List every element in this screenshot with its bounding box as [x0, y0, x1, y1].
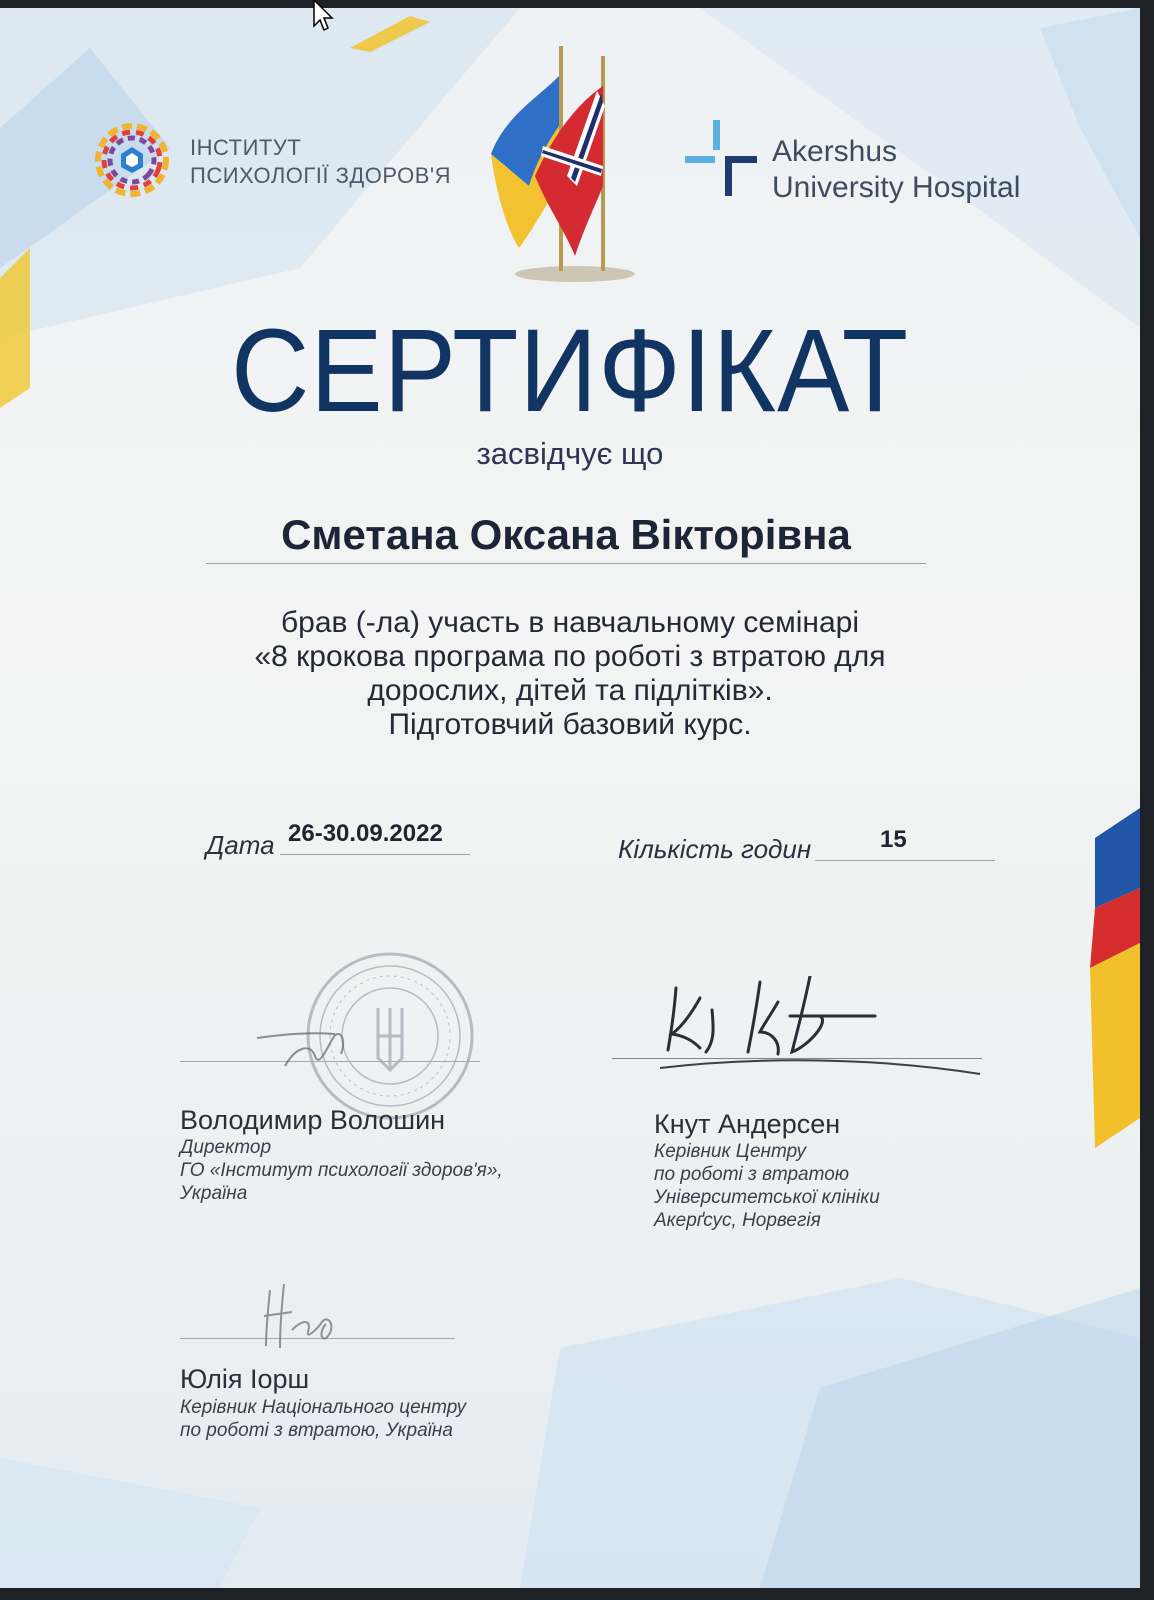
signatory-role-line: Керівник Національного центру [180, 1397, 467, 1418]
signature-iorsh-icon [262, 1270, 362, 1360]
akershus-logo-icon [685, 120, 757, 204]
certificate-title: СЕРТИФІКАТ [230, 305, 910, 437]
signatory-role-line: ГО «Інститут психології здоров'я», [180, 1160, 503, 1181]
signatory-name: Кнут Андерсен [654, 1109, 841, 1139]
mouse-cursor-icon [312, 0, 336, 32]
course-line: Підготовчий базовий курс. [388, 708, 752, 741]
institute-name-line1: ІНСТИТУТ [190, 135, 302, 160]
signature-voloshyn-icon [255, 1008, 375, 1078]
institute-name-line2: ПСИХОЛОГІЇ ЗДОРОВ'Я [190, 163, 451, 188]
date-underline [280, 854, 470, 855]
ukraine-norway-flags-icon [485, 36, 655, 286]
institute-logo-icon [92, 120, 172, 200]
signatory-role-line: Керівник Центру [654, 1141, 807, 1162]
date-label: Дата [206, 830, 275, 860]
signatory-role [180, 1396, 466, 1442]
signatory-role [654, 1140, 880, 1232]
hours-value: 15 [880, 826, 907, 853]
signatory-name: Володимир Волошин [180, 1105, 446, 1135]
course-line: «8 крокова програма по роботі з втратою для [254, 640, 886, 673]
signatory-role-line: по роботі з втратою, Україна [180, 1420, 453, 1441]
course-line: брав (-ла) участь в навчальному семінарі [280, 606, 860, 639]
signatory-role-line: Університетської клініки [654, 1187, 880, 1208]
signatory-role-line: по роботі з втратою [654, 1164, 850, 1185]
signatory-name: Юлія Іорш [180, 1364, 310, 1394]
signature-andersen-icon [660, 976, 990, 1086]
partner-name-line2: University Hospital [772, 171, 1021, 204]
partner-name-line1: Akershus [772, 135, 898, 168]
signatory-role [180, 1136, 503, 1205]
hours-label: Кількість годин [618, 834, 812, 864]
date-value: 26-30.09.2022 [288, 820, 443, 847]
signatory-role-line: Директор [180, 1137, 272, 1158]
hours-underline [815, 860, 995, 861]
signatory-role-line: Україна [180, 1183, 248, 1204]
course-line: дорослих, дітей та підлітків». [367, 674, 773, 707]
certificate-sheet [0, 8, 1140, 1588]
certifies-text: засвідчує що [476, 436, 664, 471]
course-description [170, 606, 970, 742]
institute-name [190, 134, 451, 190]
signatory-role-line: Акерґсус, Норвегія [654, 1210, 821, 1231]
partner-name [772, 134, 1020, 206]
recipient-name: Сметана Оксана Вікторівна [206, 511, 926, 564]
